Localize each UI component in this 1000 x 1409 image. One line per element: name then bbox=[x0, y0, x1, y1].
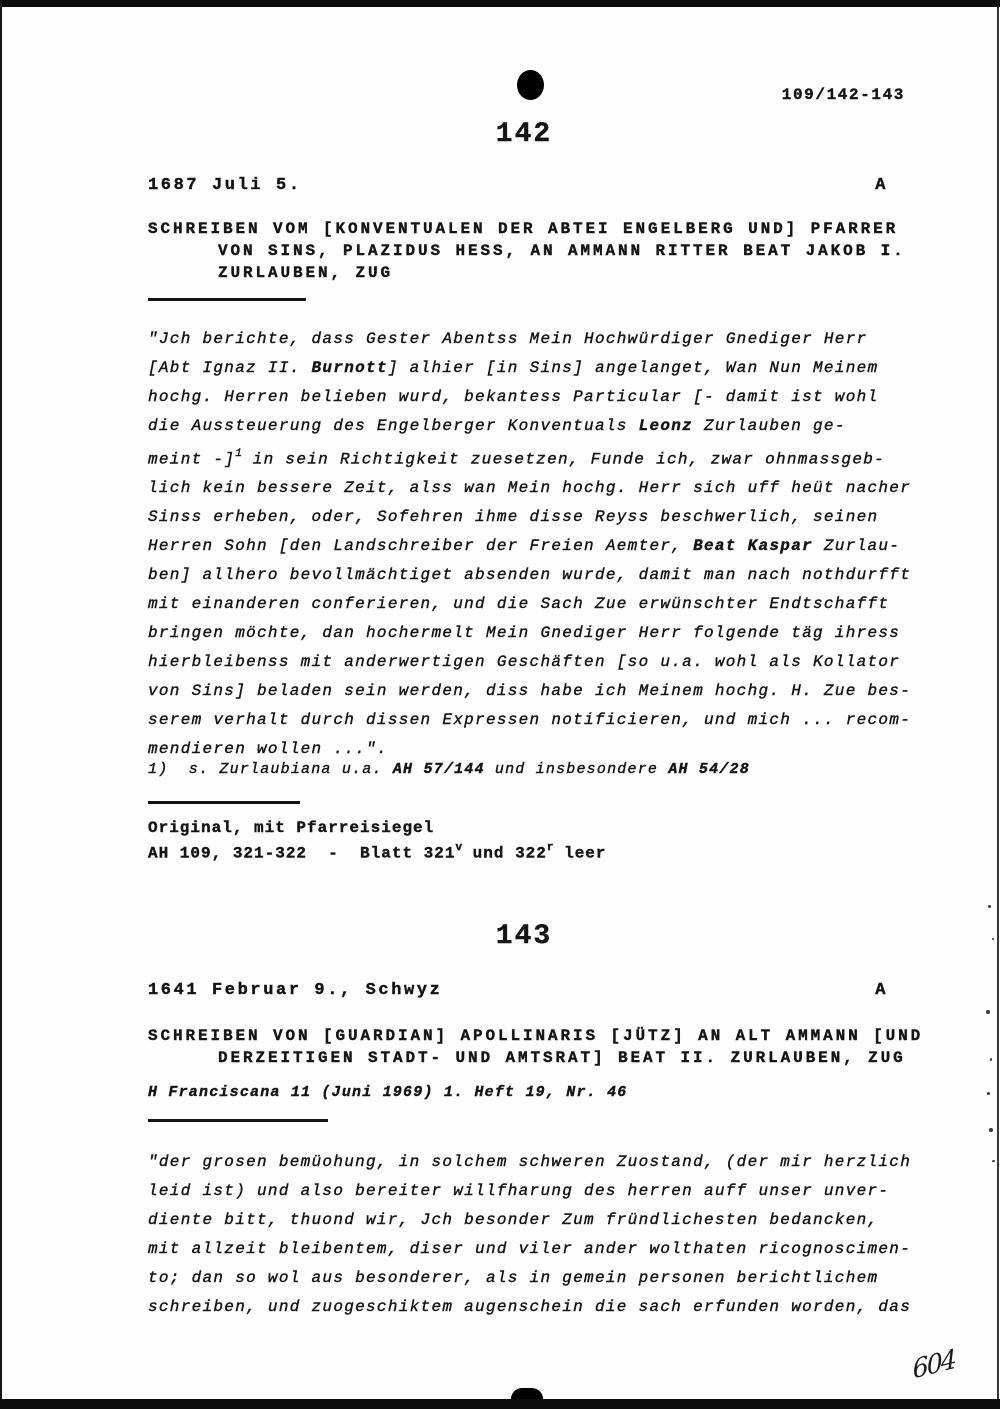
text-line: DERZEITIGEN STADT- UND AMTSRAT] BEAT II. ZURLAUBEN, ZUG bbox=[218, 1049, 906, 1067]
scan-edge-right bbox=[997, 0, 999, 1409]
scan-speck bbox=[992, 938, 994, 940]
text-line: "Jch berichte, dass Gester Abentss Mein Hochwürdiger Gnediger Herr bbox=[148, 330, 868, 348]
text-line: SCHREIBEN VON [GUARDIAN] APOLLINARIS [JÜTZ] AN ALT AMMANN [UND bbox=[148, 1027, 924, 1045]
scan-speck bbox=[990, 1058, 992, 1061]
entry-143-source-reference bbox=[148, 1083, 627, 1103]
text-line: hochg. Herren belieben wurd, bekantess Particular [- damit ist wohl bbox=[148, 388, 879, 406]
scan-edge-left bbox=[0, 0, 2, 1409]
text-line: Sinss erheben, oder, Sofehren ihme disse Reyss beschwerlich, seinen bbox=[148, 508, 879, 527]
date-line: 1687 Juli 5. bbox=[148, 176, 302, 195]
text-line: mendieren wollen ...". bbox=[148, 740, 388, 759]
text-line: mit einanderen conferieren, und die Sach Zue erwünschter Endtschafft bbox=[148, 595, 890, 614]
text-line: die Aussteuerung des Engelberger Konventuals Leonz Zurlauben ge- bbox=[148, 417, 846, 435]
scan-speck bbox=[992, 1160, 995, 1162]
text-line: H Franciscana 11 (Juni 1969) 1. Heft 19, Nr. 46 bbox=[148, 1084, 628, 1101]
entry-142-title bbox=[148, 218, 906, 284]
scan-edge-bottom bbox=[0, 1399, 1000, 1409]
text-line: SCHREIBEN VOM [KONVENTUALEN DER ABTEI ENGELBERG UND] PFARRER bbox=[148, 220, 899, 238]
entry-number-143: 143 bbox=[495, 921, 553, 952]
text-line: ZURLAUBEN, ZUG bbox=[218, 264, 394, 282]
separator-rule bbox=[148, 298, 306, 301]
entry-142-date-row bbox=[148, 176, 888, 195]
text-line: AH 109, 321-322 - Blatt 321$^v$ und 322$^r$ leer bbox=[148, 842, 607, 863]
handwritten-page-mark: 604 bbox=[911, 1344, 957, 1386]
punch-hole-top-icon bbox=[517, 70, 544, 100]
entry-142-footnote bbox=[148, 760, 750, 780]
text-line: to; dan so wol aus besonderer, als in gemein personen berichtlichem bbox=[148, 1269, 879, 1287]
separator-rule bbox=[148, 1119, 328, 1122]
entry-number-142: 142 bbox=[495, 119, 553, 150]
punch-hole-bottom-icon bbox=[511, 1388, 543, 1399]
entry-143-date-row bbox=[148, 981, 888, 1000]
text-line: Herren Sohn [den Landschreiber der Freien Aemter, Beat Kaspar Zurlau- bbox=[148, 537, 901, 556]
text-line: mit allzeit bleibentem, diser und viler ander wolthaten ricognoscimen- bbox=[148, 1240, 912, 1258]
series-marker: A bbox=[875, 981, 888, 1000]
text-line: leid ist) und also bereiter willfharung des herren auff unser unver- bbox=[148, 1182, 890, 1200]
entry-142-provenance bbox=[148, 818, 607, 864]
text-line: schreiben, und zuogeschiktem augenschein die sach erfunden worden, das bbox=[148, 1298, 912, 1316]
series-marker: A bbox=[875, 176, 888, 195]
text-line: hierbleibenss mit anderwertigen Geschäften [so u.a. wohl als Kollator bbox=[148, 653, 901, 672]
text-line: [Abt Ignaz II. Burnott] alhier [in Sins] angelanget, Wan Nun Meinem bbox=[148, 359, 879, 377]
scan-speck bbox=[988, 905, 991, 908]
entry-143-title bbox=[148, 1025, 923, 1069]
archive-reference: 109/142-143 bbox=[781, 86, 905, 104]
text-line: diente bitt, thuond wir, Jch besonder Zum fründlichesten bedancken, bbox=[148, 1211, 879, 1229]
scan-speck bbox=[989, 1128, 993, 1132]
scan-speck bbox=[986, 1010, 990, 1014]
text-line: bringen möchte, dan hochermelt Mein Gnediger Herr folgende täg ihress bbox=[148, 624, 901, 643]
scan-speck bbox=[987, 1092, 990, 1095]
date-line: 1641 Februar 9., Schwyz bbox=[148, 981, 443, 1000]
separator-rule bbox=[148, 801, 300, 804]
text-line: von Sins] beladen sein werden, diss habe ich Meinem hochg. H. Zue bes- bbox=[148, 682, 912, 701]
text-line: lich kein bessere Zeit, alss wan Mein hochg. Herr sich uff heüt nacher bbox=[148, 479, 912, 498]
entry-143-quote-paragraph bbox=[148, 1148, 911, 1322]
text-line: serem verhalt durch dissen Expressen notificieren, und mich ... recom- bbox=[148, 711, 912, 730]
text-line: VON SINS, PLAZIDUS HESS, AN AMMANN RITTER BEAT JAKOB I. bbox=[218, 242, 906, 260]
scan-edge-top bbox=[0, 0, 1000, 7]
text-line: ben] allhero bevollmächtiget absenden wurde, damit man nach nothdurfft bbox=[148, 566, 912, 585]
entry-142-quote-paragraph bbox=[148, 325, 911, 764]
text-line: 1) s. Zurlaubiana u.a. AH 57/144 und insbesondere AH 54/28 bbox=[148, 761, 750, 778]
text-line: Original, mit Pfarreisiegel bbox=[148, 819, 435, 837]
text-line: meint -]$^1$ in sein Richtigkeit zuesetzen, Funde ich, zwar ohnmassgeb- bbox=[148, 448, 886, 469]
text-line: "der grosen bemüohung, in solchem schweren Zuostand, (der mir herzlich bbox=[148, 1153, 912, 1171]
